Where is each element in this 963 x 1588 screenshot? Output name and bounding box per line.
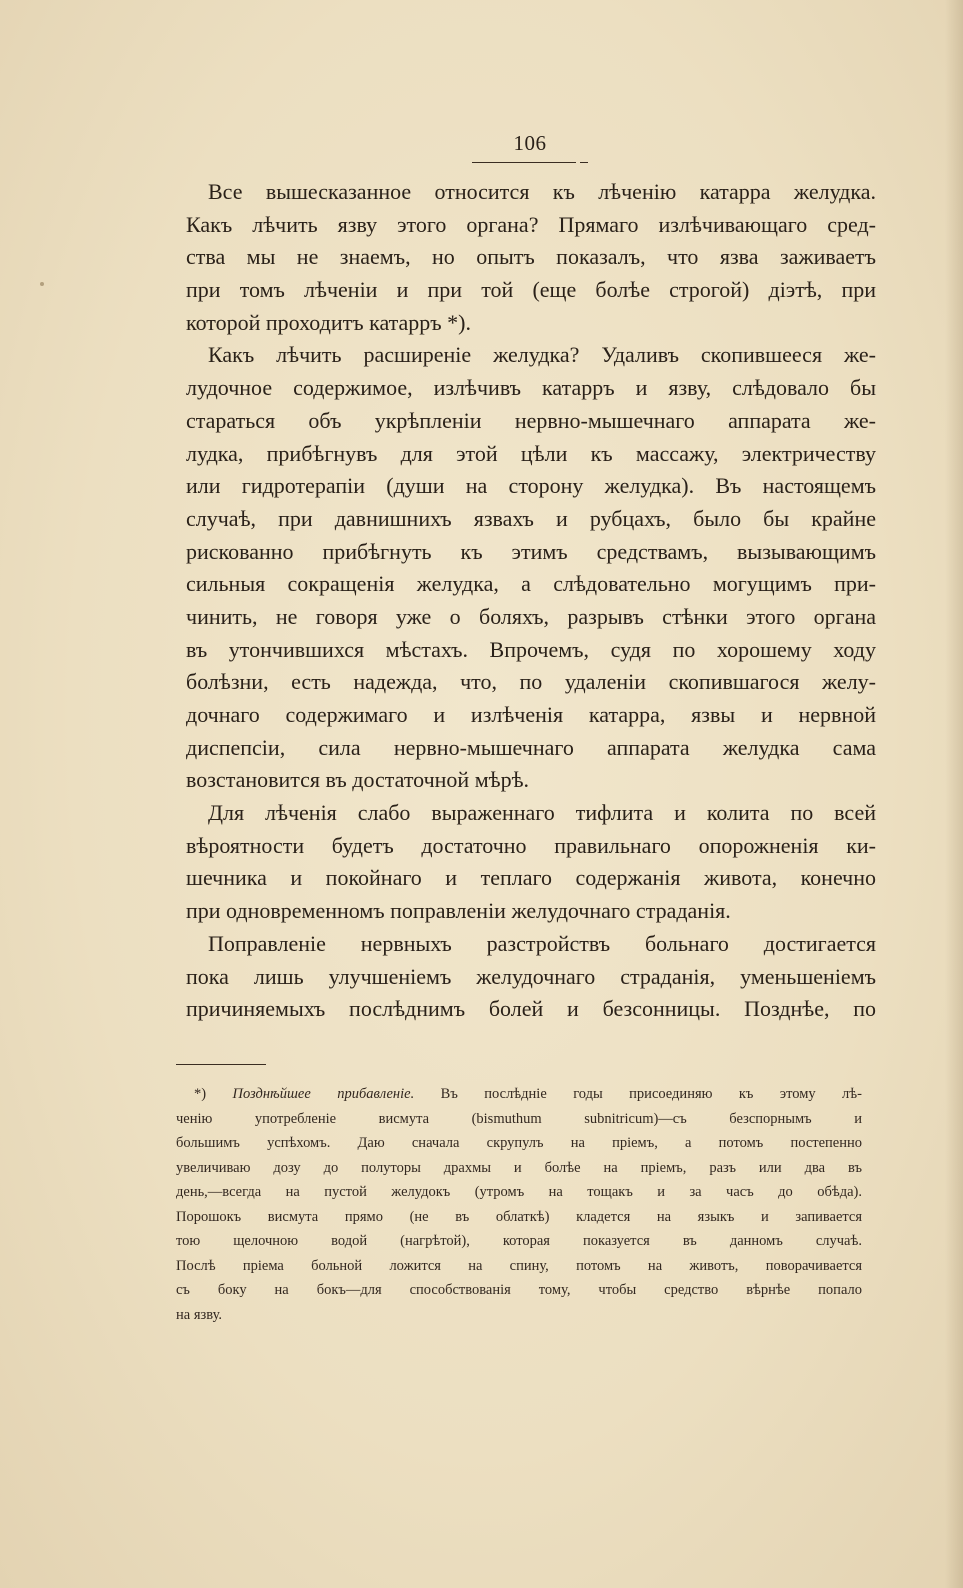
text-line: стараться объ укрѣпленіи нервно-мышечнаго аппарата же- <box>186 407 876 433</box>
text-line: диспепсіи, сила нервно-мышечнаго аппарата желудка сама <box>186 734 876 760</box>
footnote-line: ченію употребленіе висмута (bismuthum subnitricum)—съ безспорнымъ и <box>176 1110 862 1127</box>
footnote-line: на язву. <box>176 1306 222 1323</box>
margin-speck <box>40 282 44 286</box>
footnote-marker: *) <box>194 1086 207 1102</box>
footnote-heading: Позднѣйшее прибавленіе. <box>232 1086 415 1102</box>
main-text <box>186 176 876 1026</box>
text-line: Какъ лѣчить язву этого органа? Прямаго излѣчивающаго сред- <box>186 211 876 237</box>
text-line: Какъ лѣчить расширеніе желудка? Удаливъ скопившееся же- <box>208 342 876 368</box>
text-line: причиняемыхъ послѣднимъ болей и безсонницы. Позднѣе, по <box>186 996 876 1022</box>
text-line: вѣроятности будетъ достаточно правильнаго опорожненія ки- <box>186 832 876 858</box>
header-rule-tail <box>580 162 588 163</box>
text-line: Поправленіе нервныхъ разстройствъ больнаго достигается <box>208 930 876 956</box>
text-line: которой проходитъ катарръ *). <box>186 309 471 335</box>
text-line: ства мы не знаемъ, но опытъ показалъ, что язва заживаетъ <box>186 244 876 270</box>
text-line: болѣзни, есть надежда, что, по удаленіи скопившагося желу- <box>186 669 876 695</box>
text-line: при одновременномъ поправленіи желудочнаго страданія. <box>186 898 731 924</box>
footnote-line: большимъ успѣхомъ. Даю сначала скрупулъ на пріемъ, а потомъ постепенно <box>176 1135 862 1151</box>
header-rule <box>472 162 576 163</box>
text-line: или гидротерапіи (души на сторону желудка). Въ настоящемъ <box>186 473 876 499</box>
text-line: чинить, не говоря уже о боляхъ, разрывъ стѣнки этого органа <box>186 603 876 629</box>
footnote-line: день,—всегда на пустой желудокъ (утромъ на тощакъ и за часъ до обѣда). <box>176 1184 862 1200</box>
text-line: сильныя сокращенія желудка, а слѣдовательно могущимъ при- <box>186 571 876 597</box>
footnote-line: тою щелочною водой (нагрѣтой), которая показуется въ данномъ случаѣ. <box>176 1233 862 1249</box>
text-line: лудка, прибѣгнувъ для этой цѣли къ массажу, электричеству <box>186 440 876 466</box>
page-header <box>472 130 588 156</box>
footnote <box>176 1082 862 1327</box>
text-line: рискованно прибѣгнуть къ этимъ средствамъ, вызывающимъ <box>186 538 876 564</box>
footnote-line: Порошокъ висмута прямо (не въ облаткѣ) кладется на языкъ и запивается <box>176 1208 862 1225</box>
footnote-line: Послѣ пріема больной ложится на спину, потомъ на животъ, поворачивается <box>176 1257 862 1274</box>
text-line: Все вышесказанное относится къ лѣченію катарра желудка. <box>208 179 876 204</box>
text-line: пока лишь улучшеніемъ желудочнаго страданія, уменьшеніемъ <box>186 963 876 989</box>
footnote-line: увеличиваю дозу до полуторы драхмы и болѣе на пріемъ, разъ или два въ <box>176 1159 862 1176</box>
text-line: лудочное содержимое, излѣчивъ катарръ и язву, слѣдовало бы <box>186 375 876 401</box>
text-line: Для лѣченія слабо выраженнаго тифлита и колита по всей <box>208 800 876 826</box>
text-line: при томъ лѣченіи и при той (еще болѣе строгой) діэтѣ, при <box>186 277 876 303</box>
footnote-line: съ боку на бокъ—для способствованія тому, чтобы средство вѣрнѣе попало <box>176 1282 862 1298</box>
footnote-text: Въ послѣдніе годы присоединяю къ этому лѣ- <box>440 1086 862 1102</box>
text-line: дочнаго содержимаго и излѣченія катарра, язвы и нервной <box>186 702 876 727</box>
text-line: въ утончившихся мѣстахъ. Впрочемъ, судя по хорошему ходу <box>186 636 876 662</box>
text-line: шечника и покойнаго и теплаго содержанія живота, конечно <box>186 865 876 891</box>
footnote-line-first <box>176 1082 862 1107</box>
page-number: 106 <box>513 131 547 155</box>
footnote-separator <box>176 1064 266 1065</box>
text-line: случаѣ, при давнишнихъ язвахъ и рубцахъ, было бы крайне <box>186 505 876 531</box>
page-edge-shadow <box>945 0 963 1588</box>
text-line: возстановится въ достаточной мѣрѣ. <box>186 767 530 793</box>
